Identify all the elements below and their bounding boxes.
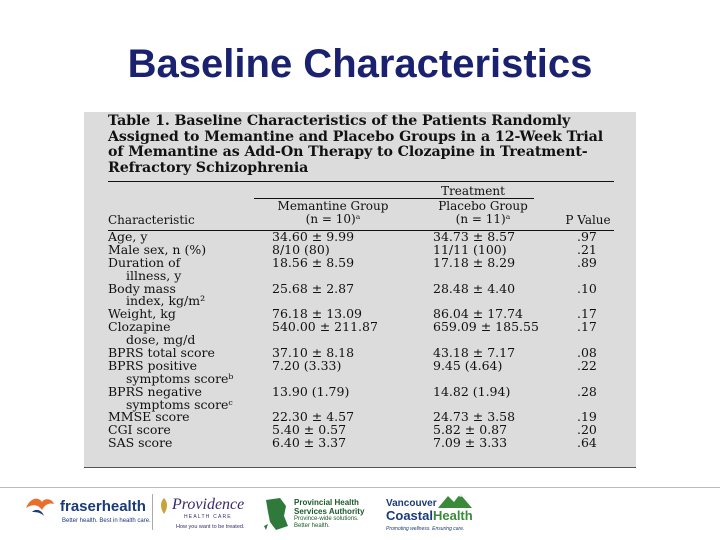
- cell-p-value: .10: [577, 280, 597, 296]
- cell-characteristic: Male sex, n (%): [108, 241, 207, 257]
- cell-placebo: 86.04 ± 17.74: [433, 306, 523, 322]
- cell-characteristic: CGI score: [108, 422, 171, 438]
- cell-characteristic: BPRS positive: [108, 357, 197, 373]
- cell-p-value: .64: [577, 435, 597, 451]
- vch-coastal: Coastal: [386, 508, 433, 523]
- providence-tagline: How you want to be treated.: [176, 524, 245, 530]
- vch-health: Health: [432, 508, 473, 523]
- cell-placebo: 24.73 ± 3.58: [433, 409, 516, 425]
- cell-memantine: 37.10 ± 8.18: [272, 345, 355, 361]
- phsa-name-line: Provincial Health: [294, 498, 359, 507]
- phsa-name-line: Services Authority: [294, 507, 365, 516]
- cell-placebo: 28.48 ± 4.40: [433, 280, 516, 296]
- header-placebo-line: Placebo Group: [438, 199, 528, 213]
- cell-memantine: 76.18 ± 13.09: [272, 306, 362, 322]
- cell-p-value: .89: [577, 254, 597, 270]
- cell-memantine: 25.68 ± 2.87: [272, 280, 355, 296]
- cell-placebo: 9.45 (4.64): [433, 357, 503, 373]
- table-bottom-rule: [84, 467, 636, 468]
- cell-placebo: 11/11 (100): [433, 241, 507, 257]
- header-placebo-line: (n = 11)ᵃ: [455, 212, 511, 226]
- vch-line2: [386, 508, 473, 523]
- cell-placebo: 17.18 ± 8.29: [433, 254, 516, 270]
- cell-p-value: .97: [577, 229, 597, 244]
- group-header-row: [108, 182, 622, 198]
- cell-memantine: 18.56 ± 8.59: [272, 254, 355, 270]
- header-memantine-line: (n = 10)ᵃ: [305, 212, 361, 226]
- cell-characteristic: symptoms scoreᶜ: [126, 396, 233, 412]
- cell-p-value: .21: [577, 241, 597, 257]
- bc-map-icon: [262, 496, 290, 532]
- table-row: [108, 254, 622, 270]
- cell-characteristic: SAS score: [108, 435, 173, 451]
- phsa-name: [294, 498, 364, 516]
- cell-memantine: 7.20 (3.33): [272, 357, 342, 373]
- cell-p-value: .19: [577, 409, 597, 425]
- header-placebo: [418, 200, 548, 226]
- header-p-value: P Value: [565, 213, 611, 227]
- table-row: [108, 295, 622, 308]
- table-row: [108, 437, 622, 450]
- table-row: [108, 424, 622, 437]
- logo-divider: [152, 494, 153, 530]
- cell-memantine: 6.40 ± 3.37: [272, 435, 347, 451]
- cell-characteristic: MMSE score: [108, 409, 190, 425]
- cell-p-value: .22: [577, 357, 597, 373]
- phsa-tagline: [294, 516, 359, 530]
- cell-characteristic: Age, y: [108, 229, 148, 244]
- cell-characteristic: BPRS total score: [108, 345, 215, 361]
- fraser-health-name: fraserhealth: [60, 498, 146, 515]
- vch-tagline: Promoting wellness. Ensuring care.: [386, 526, 465, 532]
- cell-placebo: 43.18 ± 7.17: [433, 345, 516, 361]
- providence-mark-icon: [158, 498, 170, 514]
- slide-title: Baseline Characteristics: [127, 42, 593, 86]
- cell-characteristic: Clozapine: [108, 319, 171, 335]
- cell-placebo: 14.82 (1.94): [433, 383, 511, 399]
- cell-memantine: 22.30 ± 4.57: [272, 409, 355, 425]
- cell-p-value: .08: [577, 345, 597, 361]
- cell-characteristic: illness, y: [126, 267, 182, 283]
- cell-characteristic: Weight, kg: [108, 306, 176, 322]
- fraser-health-tagline: Better health. Best in health care.: [62, 518, 151, 524]
- cell-memantine: 13.90 (1.79): [272, 383, 350, 399]
- cell-memantine: 34.60 ± 9.99: [272, 229, 355, 244]
- table-body: [108, 231, 622, 450]
- cell-memantine: 5.40 ± 0.57: [272, 422, 347, 438]
- cell-characteristic: BPRS negative: [108, 383, 202, 399]
- caption-line: of Memantine as Add-On Therapy to Clozapine in Treatment-: [108, 144, 588, 160]
- cell-placebo: 659.09 ± 185.55: [433, 319, 539, 335]
- column-header-row: [108, 198, 622, 230]
- table-row: [108, 267, 622, 283]
- treatment-header: Treatment: [441, 184, 505, 198]
- table-caption: [108, 114, 622, 176]
- cell-memantine: 540.00 ± 211.87: [272, 319, 378, 335]
- cell-characteristic: symptoms scoreᵇ: [126, 370, 234, 386]
- cell-characteristic: Duration of: [108, 254, 181, 270]
- phsa-tagline-line: Better health.: [294, 523, 330, 529]
- caption-line: Table 1. Baseline Characteristics of the Patients Randomly: [108, 113, 571, 129]
- cell-p-value: .17: [577, 319, 597, 335]
- caption-line: Assigned to Memantine and Placebo Groups in a 12-Week Trial: [108, 128, 604, 145]
- cell-characteristic: index, kg/m²: [126, 293, 206, 309]
- providence-sub: HEALTH CARE: [184, 514, 232, 520]
- cell-p-value: .28: [577, 383, 597, 399]
- header-memantine: [268, 200, 398, 226]
- fraser-health-mark-icon: [24, 494, 58, 520]
- cell-characteristic: dose, mg/d: [126, 332, 196, 348]
- cell-characteristic: Body mass: [108, 280, 176, 296]
- vch-line1: Vancouver: [386, 498, 437, 509]
- cell-placebo: 5.82 ± 0.87: [433, 422, 508, 438]
- table-row: [108, 241, 622, 257]
- footer-divider: [0, 487, 720, 488]
- cell-placebo: 34.73 ± 8.57: [433, 229, 516, 244]
- cell-placebo: 7.09 ± 3.33: [433, 435, 508, 451]
- mountain-icon: [438, 492, 472, 508]
- header-memantine-line: Memantine Group: [277, 199, 389, 213]
- providence-name: Providence: [172, 496, 245, 513]
- caption-line: Refractory Schizophrenia: [108, 159, 309, 176]
- header-characteristic: Characteristic: [108, 213, 195, 227]
- table-scan: [84, 112, 636, 468]
- cell-p-value: .20: [577, 422, 597, 438]
- table-row: [108, 411, 622, 424]
- phsa-tagline-line: Province-wide solutions.: [294, 516, 359, 522]
- cell-p-value: .17: [577, 306, 597, 322]
- cell-memantine: 8/10 (80): [272, 241, 330, 257]
